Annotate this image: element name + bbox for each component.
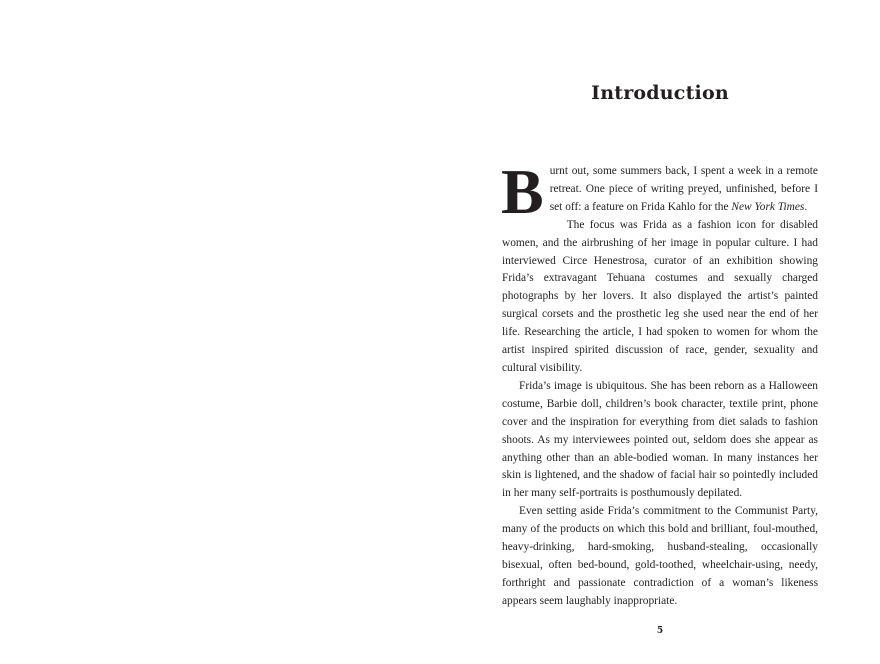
paragraph-1-end: . <box>804 200 808 213</box>
chapter-title: Introduction <box>591 82 729 104</box>
paragraph-4: Even setting aside Frida’s commitment to the Communist Party, many of the products on which this bold and brilliant, foul-mouthed, heavy-drinking, hard-smoking, husband-stealing, occasionally bisexual, often bed-bound, gold-toothed, wheelchair-using, needy, forthright and passionate contradiction of a woman’s likeness appears seem laughably inappropriate. <box>502 505 818 607</box>
paragraph-2: The focus was Frida as a fashion icon for disabled women, and the airbrushing of her image in popular culture. I had interviewed Circe Henestrosa, curator of an exhibition showing Frida’s extravagant Tehuana costumes and sexually charged photographs by her lovers. It also displayed the artist’s painted surgical corsets and the prosthetic leg she used near the end of her life. Researching the article, I had spoken to women for whom the artist inspired spirited discussion of race, gender, sexuality and cultural visibility. <box>502 218 818 374</box>
paragraph-1 <box>501 156 818 227</box>
publication-title: New York Times <box>731 200 805 213</box>
page-number: 5 <box>656 626 664 636</box>
body-text <box>501 156 818 611</box>
drop-cap: B <box>501 156 544 227</box>
paragraph-1-text: urnt out, some summers back, I spent a week in a remote retreat. One piece of writing preyed, unfinished, before I set off: a feature on Frida Kahlo for the <box>549 165 818 213</box>
paragraph-3: Frida’s image is ubiquitous. She has been reborn as a Halloween costume, Barbie doll, children’s book character, textile print, phone cover and the inspiration for everything from diet salads to fashion shoots. As my interviewees pointed out, seldom does she appear as anything other than an able-bodied woman. In many instances her skin is lightened, and the shadow of facial hair so pointedly included in her many self-portraits is posthumously depilated. <box>502 379 818 500</box>
